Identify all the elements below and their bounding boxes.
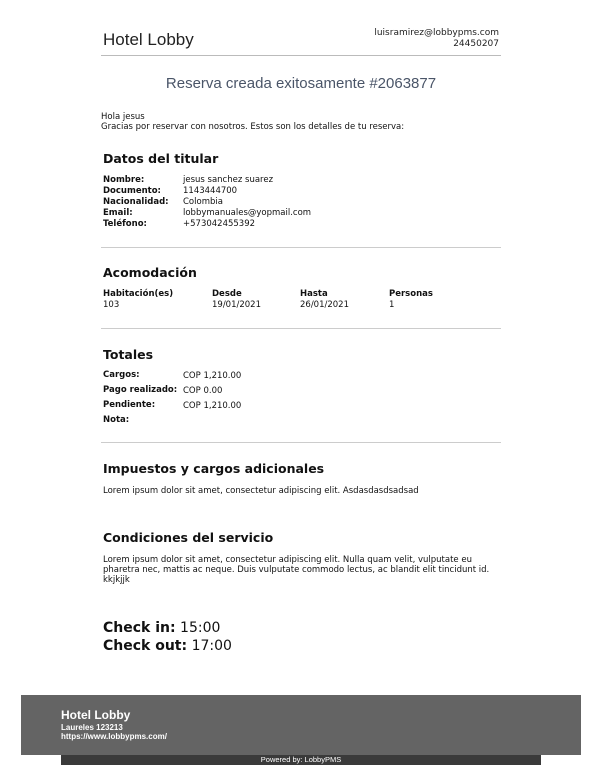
column-value: 1 (389, 300, 395, 310)
accommodation-col-to (300, 289, 390, 311)
divider (101, 328, 501, 329)
totals-row-note (103, 416, 241, 426)
conditions-text: Lorem ipsum dolor sit amet, consectetur adipiscing elit. Nulla quam velit, vulputate eu pharetra nec, mattis ac neque. Duis vulputate commodo lectus, ac blandit elit tincidunt id. kkjkjjk (103, 555, 490, 585)
field-value: COP 1,210.00 (183, 401, 242, 411)
hotel-name: Hotel Lobby (103, 30, 194, 49)
hotel-phone: 24450207 (453, 39, 499, 49)
field-label: Pendiente: (103, 400, 156, 410)
greeting (101, 112, 404, 132)
footer-hotel-name: Hotel Lobby (61, 708, 131, 722)
column-value: 26/01/2021 (300, 300, 349, 310)
column-label: Desde (212, 289, 242, 299)
field-value: Colombia (183, 197, 223, 207)
field-label: Email: (103, 208, 133, 218)
field-label: Cargos: (103, 370, 140, 380)
accommodation-col-people (389, 289, 479, 311)
document-header (101, 28, 501, 56)
checkin-label: Check in: (103, 620, 176, 636)
totals-row-pending (103, 401, 241, 412)
column-label: Habitación(es) (103, 289, 174, 299)
field-label: Documento: (103, 186, 161, 196)
checkout-line (103, 637, 232, 655)
checkin-time: 15:00 (180, 620, 221, 636)
greeting-line: Hola jesus (101, 112, 145, 122)
field-label: Pago realizado: (103, 385, 178, 395)
holder-row-nationality (103, 197, 311, 208)
checkout-time: 17:00 (191, 638, 232, 654)
field-value: jesus sanchez suarez (183, 175, 274, 185)
checkout-label: Check out: (103, 638, 188, 654)
totals-row-paid (103, 386, 241, 397)
field-label: Nota: (103, 415, 130, 425)
accommodation-col-rooms (103, 289, 193, 311)
holder-details (103, 175, 311, 230)
taxes-text: Lorem ipsum dolor sit amet, consectetur adipiscing elit. Asdasdasdsadsad (103, 486, 419, 496)
accommodation-heading: Acomodación (103, 265, 197, 280)
field-value[interactable]: lobbymanuales@yopmail.com (183, 208, 312, 218)
column-label: Hasta (300, 289, 328, 299)
divider (101, 442, 501, 443)
holder-row-email (103, 208, 311, 219)
conditions-heading: Condiciones del servicio (103, 530, 274, 545)
field-label: Nacionalidad: (103, 197, 169, 207)
column-value: 103 (103, 300, 120, 310)
hotel-email[interactable]: luisramirez@lobbypms.com (374, 28, 499, 38)
holder-row-phone (103, 219, 311, 230)
holder-heading: Datos del titular (103, 151, 219, 166)
greeting-intro: Gracias por reservar con nosotros. Estos son los detalles de tu reserva: (101, 122, 405, 132)
column-label: Personas (389, 289, 433, 299)
totals-heading: Totales (103, 347, 154, 362)
divider (101, 247, 501, 248)
field-label: Nombre: (103, 175, 145, 185)
page-title: Reserva creada exitosamente #2063877 (165, 75, 437, 92)
totals-row-charges (103, 371, 241, 382)
footer-url-link[interactable]: https://www.lobbypms.com/ (61, 732, 167, 741)
field-value: +573042455392 (183, 219, 256, 229)
checkin-line (103, 619, 220, 637)
holder-row-document (103, 186, 311, 197)
field-value: 1143444700 (183, 186, 238, 196)
taxes-heading: Impuestos y cargos adicionales (103, 461, 325, 476)
powered-by: Powered by: LobbyPMS (61, 755, 541, 765)
footer-address: Laureles 123213 (61, 723, 123, 732)
field-value: COP 0.00 (183, 386, 223, 396)
totals-details (103, 371, 241, 430)
hotel-contact (374, 28, 499, 50)
holder-row-name (103, 175, 311, 186)
column-value: 19/01/2021 (212, 300, 261, 310)
footer (21, 695, 581, 755)
accommodation-col-from (212, 289, 302, 311)
field-label: Teléfono: (103, 219, 147, 229)
field-value: COP 1,210.00 (183, 371, 242, 381)
